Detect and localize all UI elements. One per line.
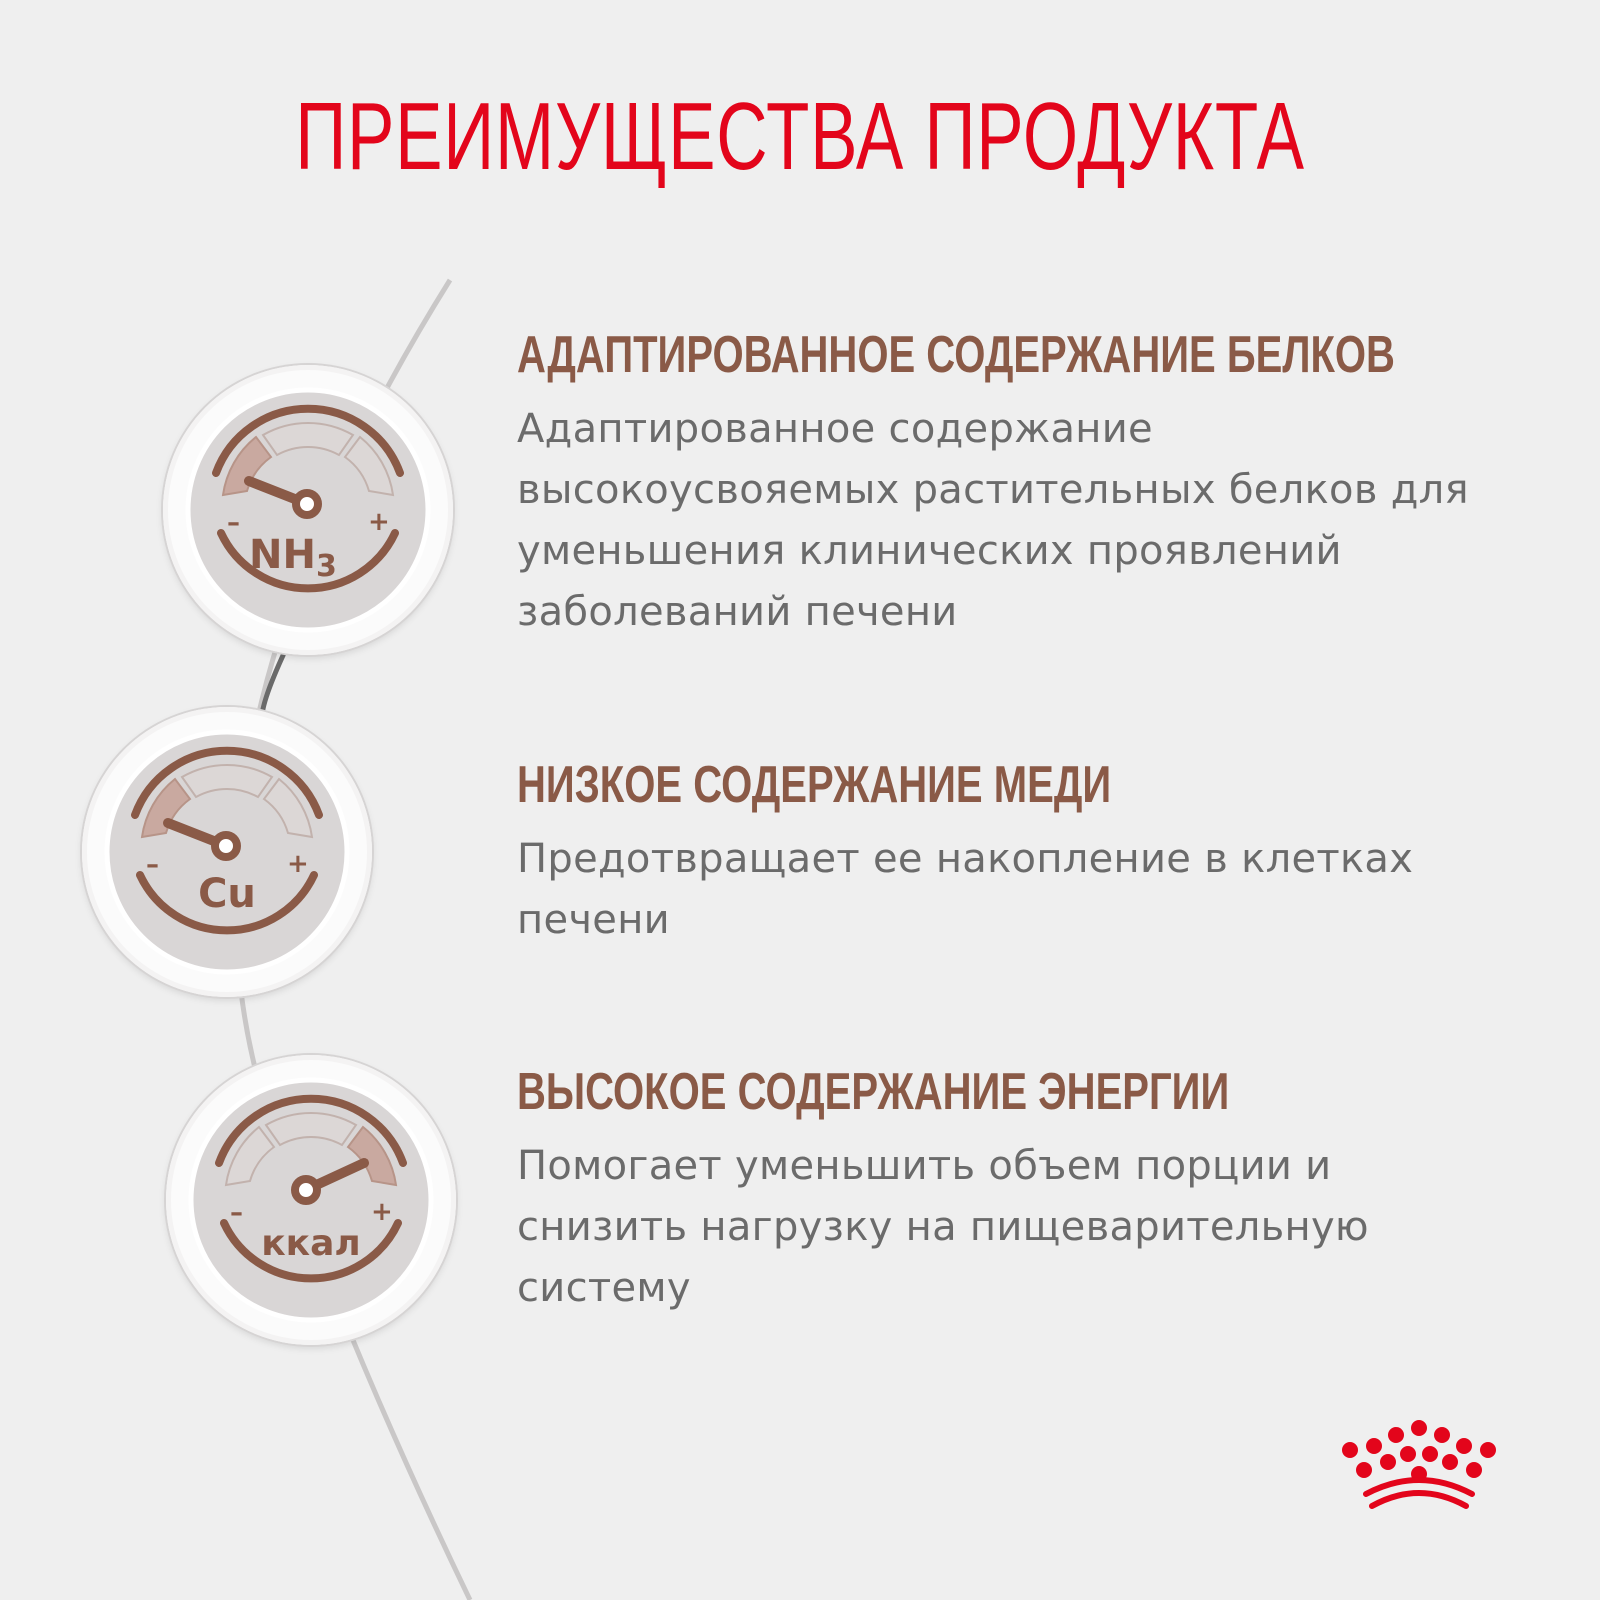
gauge-plus-sign: +: [368, 507, 390, 537]
gauge-minus-sign: –: [227, 508, 240, 538]
icon-label: NH: [249, 532, 316, 578]
gauge-low-icon: [163, 365, 453, 655]
badge-energy: [166, 1055, 456, 1345]
feature-text: Адаптированное содержание высокоусвояемых растительных белков для уменьшения клинических проявлений заболеваний печени: [517, 406, 1469, 635]
feature-copper: [517, 755, 1517, 951]
badge-copper: [82, 707, 372, 997]
icon-label: Cu: [198, 871, 256, 917]
feature-text: Помогает уменьшить объем порции и снизить нагрузку на пищеварительную систему: [517, 1143, 1369, 1311]
page-title: ПРЕИМУЩЕСТВА ПРОДУКТА: [295, 83, 1305, 190]
gauge-low-icon: [82, 707, 372, 997]
feature-heading: НИЗКОЕ СОДЕРЖАНИЕ МЕДИ: [517, 756, 1112, 814]
gauge-plus-sign: +: [287, 849, 309, 879]
gauge-high-icon: [166, 1055, 456, 1345]
feature-protein: [517, 325, 1517, 643]
svg-text:Cu: [198, 871, 256, 917]
feature-heading: ВЫСОКОЕ СОДЕРЖАНИЕ ЭНЕРГИИ: [517, 1063, 1230, 1121]
gauge-plus-sign: +: [371, 1197, 393, 1227]
royal-canin-crown-logo: [1336, 1418, 1502, 1518]
svg-text:ккал: [261, 1223, 361, 1264]
gauge-minus-sign: –: [146, 850, 159, 880]
feature-heading: АДАПТИРОВАННОЕ СОДЕРЖАНИЕ БЕЛКОВ: [517, 326, 1395, 384]
gauge-minus-sign: –: [230, 1198, 243, 1228]
feature-energy: [517, 1062, 1517, 1319]
feature-text: Предотвращает ее накопление в клетках печени: [517, 836, 1414, 943]
icon-label: ккал: [261, 1223, 361, 1264]
badge-protein: [163, 365, 453, 655]
icon-label-subscript: 3: [315, 549, 337, 584]
